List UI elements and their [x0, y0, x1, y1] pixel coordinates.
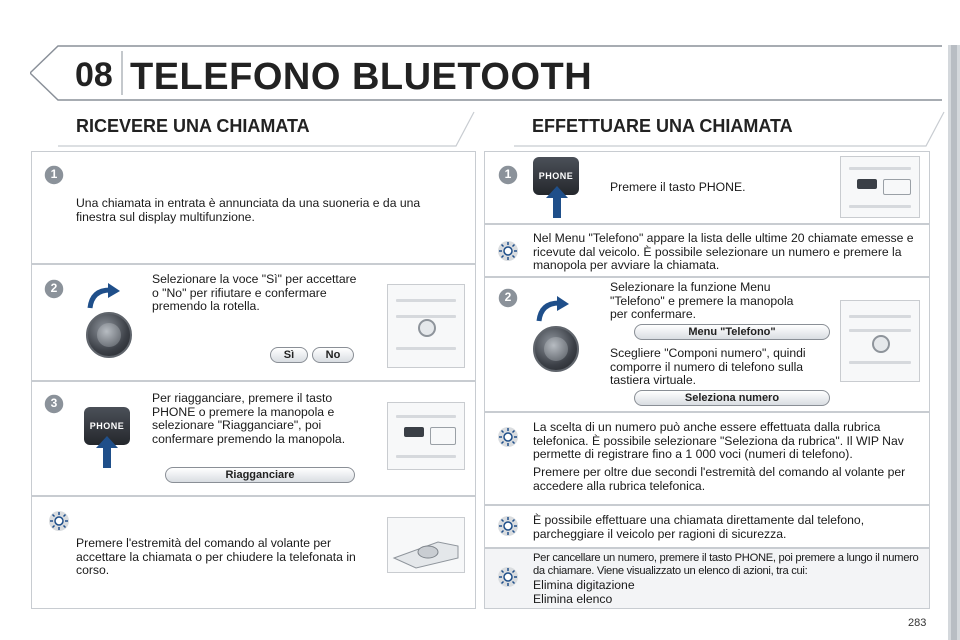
section-heading-make-text: EFFETTUARE UNA CHIAMATA	[532, 116, 793, 136]
make-tip-4-text: Per cancellare un numero, premere il tasto PHONE, poi premere a lungo il numero da chiamare. Viene visualizzato un elenco di azioni, tra cui:	[533, 552, 919, 577]
step-badge-1: 1	[43, 164, 65, 186]
steering-control-image	[387, 517, 465, 573]
no-button[interactable]: No	[312, 347, 354, 363]
lightbulb-tip-icon	[48, 510, 70, 532]
page-number: 283	[908, 617, 927, 629]
radio-unit-image	[387, 284, 465, 368]
phone-key-icon-right: PHONE	[533, 157, 579, 195]
section-heading-make	[514, 108, 946, 148]
lightbulb-tip-icon-r1	[497, 240, 519, 262]
page-title: TELEFONO BLUETOOTH	[130, 56, 593, 98]
receive-step-3-text: Per riagganciare, premere il tasto PHONE o premere la manopola e selezionare "Riagganciare", poi confermare premendo la manopola.	[152, 391, 346, 446]
step-badge-2: 2	[43, 278, 65, 300]
make-step-2-text-2: Scegliere "Componi numero", quindi comporre il numero di telefono sulla tastiera virtuale.	[610, 346, 806, 387]
step-badge-3: 3	[43, 393, 65, 415]
lightbulb-tip-icon-r2	[497, 426, 519, 448]
control-knob-icon-right	[533, 326, 579, 372]
make-tip-2-text-2: Premere per oltre due secondi l'estremità del comando al volante per accedere alla rubrica telefonica.	[533, 465, 906, 493]
section-heading-receive-text: RICEVERE UNA CHIAMATA	[76, 116, 310, 136]
lightbulb-tip-icon-r3	[497, 515, 519, 537]
make-tip-1-text: Nel Menu "Telefono" appare la lista delle ultime 20 chiamate emesse e ricevute dal veicolo. È possibile selezionare un numero e premere la manopola per avviare la chiamata.	[533, 231, 914, 272]
rotate-arrow-icon-right	[535, 295, 571, 323]
make-step-2-text-1: Selezionare la funzione Menu "Telefono" e premere la manopola per confermare.	[610, 280, 794, 321]
select-number-button[interactable]: Seleziona numero	[634, 390, 830, 406]
section-heading-receive	[58, 108, 476, 148]
step-badge-r1: 1	[497, 164, 519, 186]
menu-telefono-button[interactable]: Menu "Telefono"	[634, 324, 830, 340]
make-tip-3-text: È possibile effettuare una chiamata direttamente dal telefono, parcheggiare il veicolo per ragioni di sicurezza.	[533, 513, 865, 541]
lightbulb-tip-icon-r4	[497, 566, 519, 588]
radio-phone-unit-image-right	[840, 156, 920, 218]
receive-tip-text: Premere l'estremità del comando al volante per accettare la chiamata o per chiudere la telefonata in corso.	[76, 536, 356, 577]
control-knob-icon	[86, 312, 132, 358]
yes-button[interactable]: Sì	[270, 347, 308, 363]
page-edge-strip	[948, 45, 960, 640]
press-arrow-icon-right	[546, 186, 568, 218]
receive-step-2-text: Selezionare la voce "Sì" per accettare o "No" per rifiutare e confermare premendo la rotella.	[152, 272, 357, 313]
make-tip-4-item-1: Elimina digitazione	[533, 578, 635, 592]
hangup-button[interactable]: Riagganciare	[165, 467, 355, 483]
radio-phone-unit-image	[387, 402, 465, 470]
receive-step-1-text: Una chiamata in entrata è annunciata da una suoneria e da una finestra sul display multifunzione.	[76, 196, 421, 224]
step-badge-r2: 2	[497, 287, 519, 309]
rotate-arrow-icon	[86, 282, 122, 310]
press-arrow-icon	[96, 436, 118, 468]
chapter-number: 08	[75, 56, 113, 94]
phone-key-icon: PHONE	[84, 407, 130, 445]
make-step-1-text: Premere il tasto PHONE.	[610, 180, 746, 194]
make-tip-2-text-1: La scelta di un numero può anche essere effettuata dalla rubrica telefonica. È possibile selezionare "Seleziona da rubrica". Il WIP Nav permette di registrare fino a 1 000 voci (numeri di telefono).	[533, 420, 904, 461]
make-tip-4-item-2: Elimina elenco	[533, 592, 613, 606]
radio-unit-image-right	[840, 300, 920, 382]
